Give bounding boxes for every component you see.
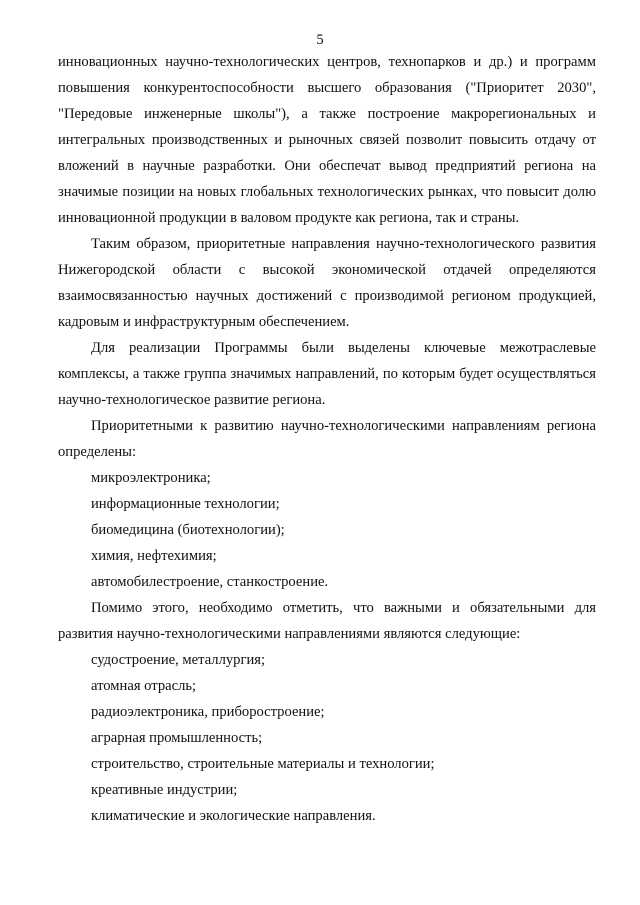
list-item: креативные индустрии;: [91, 782, 238, 798]
list-item: судостроение, металлургия;: [91, 652, 266, 668]
paragraph-priorities-intro: Приоритетными к развитию научно-технологическими направлениям региона определены:: [58, 418, 596, 460]
list-item: аграрная промышленность;: [91, 730, 263, 746]
additional-list: [58, 647, 596, 829]
list-item: информационные технологии;: [91, 496, 280, 512]
priority-list: [58, 465, 596, 595]
list-item: атомная отрасль;: [91, 678, 197, 694]
list-item: строительство, строительные материалы и технологии;: [91, 756, 435, 772]
paragraph-program: Для реализации Программы были выделены ключевые межотраслевые комплексы, а также группа значимых направлений, по которым будет осуществляться научно-технологическое развитие региона.: [58, 340, 596, 408]
paragraph-conclusion: Таким образом, приоритетные направления научно-технологического развития Нижегородской области с высокой экономической отдачей определяются взаимосвязанностью научных достижений с производимой регионом продукцией, кадровым и инфраструктурным обеспечением.: [58, 236, 596, 330]
page-number: 5: [316, 32, 324, 48]
list-item: автомобилестроение, станкостроение.: [91, 574, 329, 590]
paragraph-continuation: инновационных научно-технологических центров, технопарков и др.) и программ повышения конкурентоспособности высшего образования ("Приоритет 2030", "Передовые инженерные школы"), а также построение макрорегиональных и интегральных производственных и рыночных связей позволит повысить отдачу от вложений в научные разработки. Они обеспечат вывод предприятий региона на значимые позиции на новых глобальных технологических рынках, что повысит долю инновационной продукции в валовом продукте как региона, так и страны.: [58, 54, 596, 226]
paragraph-additional-intro: Помимо этого, необходимо отметить, что важными и обязательными для развития научно-технологическими направлениями являются следующие:: [58, 600, 596, 642]
list-item: климатические и экологические направления.: [91, 808, 376, 824]
list-item: микроэлектроника;: [91, 470, 211, 486]
document-body: [58, 49, 596, 829]
list-item: биомедицина (биотехнологии);: [91, 522, 285, 538]
list-item: радиоэлектроника, приборостроение;: [91, 704, 325, 720]
list-item: химия, нефтехимия;: [91, 548, 217, 564]
